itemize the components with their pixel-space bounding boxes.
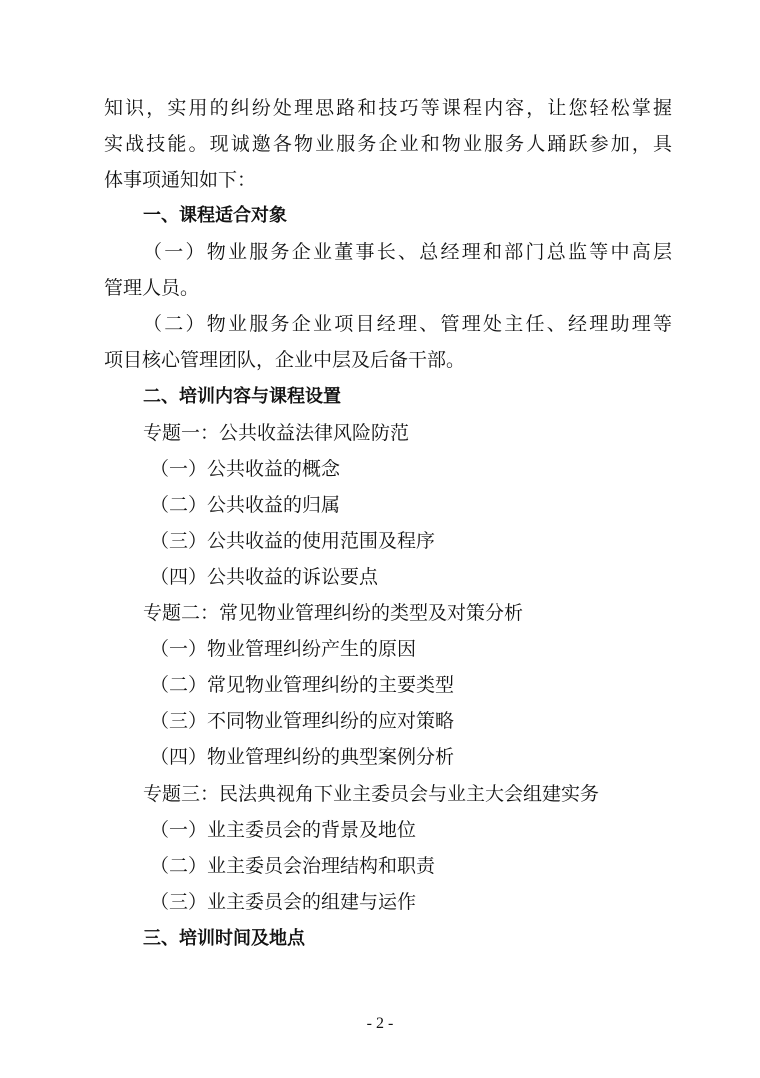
section-heading-audience: 一、课程适合对象 <box>143 205 287 226</box>
topic-1-item: （四）公共收益的诉讼要点 <box>150 566 379 588</box>
audience-item-2-line-2: 项目核心管理团队，企业中层及后备干部。 <box>104 349 466 371</box>
topic-3-title: 专题三：民法典视角下业主委员会与业主大会组建实务 <box>143 783 600 805</box>
intro-line-1: 知识，实用的纠纷处理思路和技巧等课程内容，让您轻松掌握 <box>104 97 672 119</box>
section-heading-curriculum: 二、培训内容与课程设置 <box>143 386 341 407</box>
topic-1-item: （三）公共收益的使用范围及程序 <box>150 530 436 552</box>
intro-line-3: 体事项通知如下： <box>104 169 257 191</box>
topic-1-item: （二）公共收益的归属 <box>150 494 341 516</box>
topic-3-item: （一）业主委员会的背景及地位 <box>150 819 417 841</box>
topic-2-title: 专题二：常见物业管理纠纷的类型及对策分析 <box>143 602 524 624</box>
topic-2-item: （一）物业管理纠纷产生的原因 <box>150 638 417 660</box>
intro-line-2: 实战技能。现诚邀各物业服务企业和物业服务人踊跃参加，具 <box>104 133 672 155</box>
topic-3-item: （二）业主委员会治理结构和职责 <box>150 855 436 877</box>
audience-item-1-line-2: 管理人员。 <box>104 277 200 299</box>
audience-item-1-line-1: （一）物业服务企业董事长、总经理和部门总监等中高层 <box>143 241 672 263</box>
topic-2-item: （二）常见物业管理纠纷的主要类型 <box>150 674 455 696</box>
topic-2-item: （四）物业管理纠纷的典型案例分析 <box>150 746 455 768</box>
topic-1-item: （一）公共收益的概念 <box>150 458 341 480</box>
topic-3-item: （三）业主委员会的组建与运作 <box>150 891 417 913</box>
topic-2-item: （三）不同物业管理纠纷的应对策略 <box>150 710 455 732</box>
section-heading-time-location: 三、培训时间及地点 <box>143 928 305 949</box>
topic-1-title: 专题一：公共收益法律风险防范 <box>143 422 410 444</box>
audience-item-2-line-1: （二）物业服务企业项目经理、管理处主任、经理助理等 <box>143 313 672 335</box>
page-number: - 2 - <box>366 1015 394 1032</box>
